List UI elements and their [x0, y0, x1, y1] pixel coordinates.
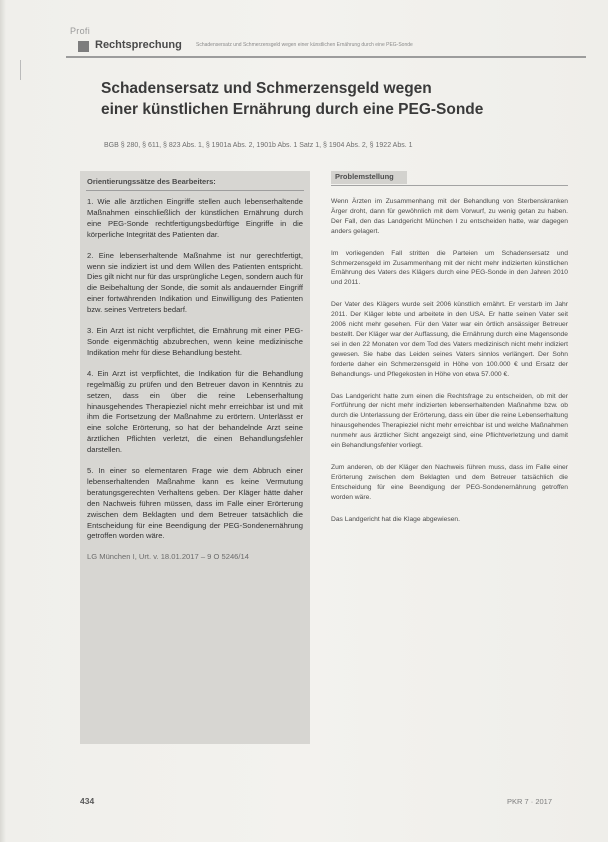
problem-paragraph: Das Landgericht hatte zum einen die Rechtsfrage zu entscheiden, ob mit der Fortführung der nicht mehr indizierten lebenserhaltenden Maßnahme bzw. ob durch die Unterlassung der Erörterung, dass ein über die reine Lebenserhaltung hinausgehendes Therapieziel nicht mehr erreichbar ist und welche Maßnahmen nunmehr aus ärztlicher Sicht angezeigt sind, eine Pflichtverletzung und damit ein Behandlungsfehler vorliegt.	[331, 392, 568, 450]
journal-issue: PKR 7 · 2017	[507, 797, 553, 806]
problem-paragraph: Im vorliegenden Fall stritten die Parteien um Schadensersatz und Schmerzensgeld im Zusammenhang mit der nicht mehr indizierten künstlichen Ernährung des Vaters des Klägers durch eine PEG-Sonde in den Jahren 2010 und 2011.	[331, 249, 568, 287]
rubric-subtitle: Schadensersatz und Schmerzensgeld wegen einer künstlichen Ernährung durch eine PEG-Sonde	[196, 42, 413, 48]
guidelines-divider	[86, 190, 304, 191]
article-title	[101, 78, 561, 120]
guideline-item: 4. Ein Arzt ist verpflichtet, die Indikation für die Behandlung regelmäßig zu prüfen und den Betreuer davon in Kenntnis zu setzen, dass ein über die reine Lebenserhaltung hinausgehendes Therapieziel nicht mehr erreichbar ist und mit ihm die Fortsetzung der Maßnahme zu erörtern. Unterlässt er eine solche Erörterung, so hat der behandelnde Arzt seine ärztlichen Pflichten verletzt, die einen Behandlungsfehler darstellen.	[87, 368, 303, 455]
problem-paragraph: Der Vater des Klägers wurde seit 2006 künstlich ernährt. Er verstarb im Jahr 2011. Der Kläger lebte und arbeitete in den USA. Er hatte seinen Vater seit 2006 nicht mehr gesehen. Für den Vater war ein örtlich ansässiger Betreuer bestellt. Der Kläger war der Auffassung, die Ernährung durch eine Magensonde sei in den 22 Monaten vor dem Tod des Vaters medizinisch nicht mehr indiziert gewesen. Sie habe das Leiden seines Vaters sinnlos verlängert. Der Sohn forderte daher ein Schmerzensgeld in Höhe von 100.000 € und Ersatz der Behandlungs- und Pflegekosten in Höhe von etwa 57.000 €.	[331, 301, 568, 378]
problem-divider	[331, 185, 568, 186]
guidelines-box	[80, 171, 310, 744]
guideline-item: 1. Wie alle ärztlichen Eingriffe stellen auch lebenserhaltende Maßnahmen einschließlich der künstlichen Ernährung durch eine PEG-Sonde rechtfertigungsbedürftige Eingriffe in die körperliche Integrität des Patienten dar.	[87, 197, 303, 239]
guideline-item: 2. Eine lebenserhaltende Maßnahme ist nur gerechtfertigt, wenn sie indiziert ist und dem Willen des Patienten entspricht. Dies gilt nicht nur für das ursprüngliche Legen, sondern auch für die Beibehaltung der Sonde, die somit als andauernder Eingriff einer fortwährenden Indikation und Einwilligung des Patienten bzw. seines Vertreters bedarf.	[87, 250, 303, 315]
court-citation: LG München I, Urt. v. 18.01.2017 – 9 O 5246/14	[87, 552, 249, 562]
article-title-line-2: einer künstlichen Ernährung durch eine PEG-Sonde	[101, 101, 484, 118]
scan-mark	[20, 60, 21, 80]
guidelines-text	[87, 197, 303, 573]
article-title-line-1: Schadensersatz und Schmerzensgeld wegen	[101, 80, 432, 97]
header-divider	[66, 56, 586, 58]
section-label: Profi	[70, 26, 91, 36]
problem-paragraph: Das Landgericht hat die Klage abgewiesen.	[331, 515, 461, 523]
problem-paragraph: Wenn Ärzten im Zusammenhang mit der Behandlung von Sterbenskranken Ärger droht, dann für gewöhnlich mit dem Vorwurf, zu wenig getan zu haben. Der Fall, den das Landgericht München I zu entscheiden hatte, war dagegen anders gelagert.	[331, 198, 568, 235]
problem-title: Problemstellung	[331, 171, 407, 184]
guidelines-title: Orientierungssätze des Bearbeiters:	[87, 177, 216, 186]
rubric-marker	[78, 41, 89, 52]
legal-citation: BGB § 280, § 611, § 823 Abs. 1, § 1901a Abs. 2, 1901b Abs. 1 Satz 1, § 1904 Abs. 2, § 1922 Abs. 1	[104, 142, 413, 149]
problem-paragraph: Zum anderen, ob der Kläger den Nachweis führen muss, dass im Falle einer Erörterung zwischen dem Beklagten und dem Betreuer tatsächlich die Entscheidung für eine Beendigung der PEG-Sondenernährung getroffen worden wäre.	[331, 463, 568, 501]
guideline-item: 3. Ein Arzt ist nicht verpflichtet, die Ernährung mit einer PEG-Sonde eigenmächtig abzubrechen, wenn keine medizinische Indikation mehr für diese Behandlung besteht.	[87, 326, 303, 357]
rubric-title: Rechtsprechung	[95, 39, 182, 51]
guideline-item: 5. In einer so elementaren Frage wie dem Abbruch einer lebenserhaltenden Maßnahme kann es keine Vermutung beratungsgerechten Verhaltens geben. Der Kläger hätte daher den Nachweis führen müssen, dass im Falle einer Erörterung zwischen dem Beklagten und dem Betreuer tatsächlich die Entscheidung für eine Beendigung der PEG-Sondenernährung getroffen worden wäre.	[87, 466, 303, 541]
page-number: 434	[80, 796, 95, 806]
problem-text	[331, 197, 568, 536]
